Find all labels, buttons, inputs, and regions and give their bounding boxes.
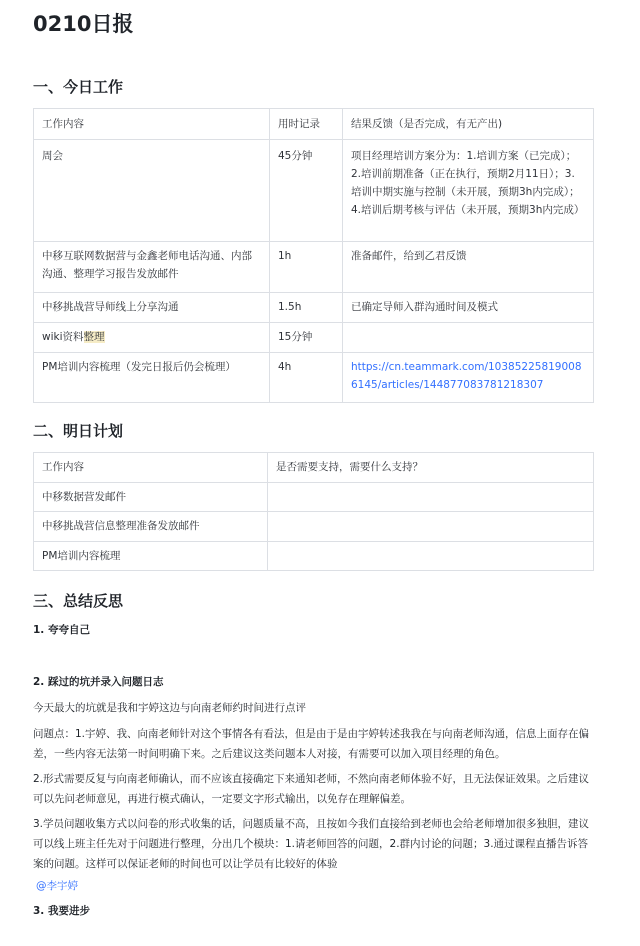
header-cell: 是否需要支持，需要什么支持？ [268,453,594,483]
plan-cell: 中移数据营发邮件 [34,483,268,512]
tomorrow-plan-table [33,452,594,571]
task-cell: PM培训内容梳理（发完日报后仍会梳理） [34,353,270,403]
task-cell: 中移挑战营导师线上分享沟通 [34,293,270,323]
support-cell [268,512,594,542]
article-link[interactable]: https://cn.teammark.com/103852258190086145/articles/144877083781218307 [351,361,582,391]
result-cell [343,353,594,403]
result-cell: 已确定导师入群沟通时间及模式 [343,293,594,323]
reflection-paragraph: 2.形式需要反复与向南老师确认，而不应该直接确定下来通知老师，不然向南老师体验不好，且无法保证效果。之后建议可以先问老师意见，再进行模式确认，一定要文字形式输出，以免存在理解偏差。 [33,773,590,805]
reflection-item-3: 3. 我要进步 [33,905,90,917]
reflection-item-1: 1. 夸夸自己 [33,624,90,636]
table-row [34,353,594,403]
result-cell [343,323,594,353]
task-cell [34,323,270,353]
result-cell: 项目经理培训方案分为：1.培训方案（已完成）；2.培训前期准备（正在执行，预期2月11日）；3.培训中期实施与控制（未开展，预期3h内完成）；4.培训后期考核与评估（未开展，预期3h内完成） [343,140,594,242]
plan-cell: 中移挑战营信息整理准备发放邮件 [34,512,268,542]
task-text: wiki资料 [42,331,84,343]
task-cell: 中移互联网数据营与金鑫老师电话沟通、内部沟通、整理学习报告发放邮件 [34,242,270,293]
highlighted-text: 整理 [83,331,105,343]
reflection-paragraph: 今天最大的坑就是我和宇婷这边与向南老师约时间进行点评 [33,702,306,714]
today-work-table [33,108,594,403]
reflection-item-2: 2. 踩过的坑并录入问题日志 [33,676,164,688]
table-row [34,323,594,353]
time-cell: 4h [270,353,343,403]
reflection-paragraph: 3.学员问题收集方式以问卷的形式收集的话，问题质量不高，且按如今我们直接给到老师也会给老师增加很多独胆，建议可以线上班主任先对于问题进行整理，分出几个模块：1.请老师回答的问题，2.群内讨论的问题；3.通过课程直播告诉答案的问题。这样可以保证老师的时间也可以让学员有比较好的体验 [33,818,590,870]
time-cell: 15分钟 [270,323,343,353]
time-cell: 45分钟 [270,140,343,242]
user-mention[interactable]: @李宇婷 [36,880,78,892]
section-heading-today: 一、今日工作 [33,78,124,96]
table-row [34,483,594,512]
table-row [34,140,594,242]
section-heading-tomorrow: 二、明日计划 [33,422,124,440]
section-heading-reflection: 三、总结反思 [33,592,124,610]
table-header-row [34,453,594,483]
page-title: 0210日报 [33,12,134,36]
result-cell: 准备邮件，给到乙君反馈 [343,242,594,293]
time-cell: 1.5h [270,293,343,323]
table-header-row [34,109,594,140]
header-cell: 用时记录 [270,109,343,140]
task-cell: 周会 [34,140,270,242]
header-cell: 工作内容 [34,109,270,140]
time-cell: 1h [270,242,343,293]
table-row [34,242,594,293]
table-row [34,293,594,323]
support-cell [268,483,594,512]
plan-cell: PM培训内容梳理 [34,542,268,571]
header-cell: 结果反馈（是否完成，有无产出) [343,109,594,140]
header-cell: 工作内容 [34,453,268,483]
table-row [34,512,594,542]
support-cell [268,542,594,571]
table-row [34,542,594,571]
reflection-paragraph: 问题点：1.宇婷、我、向南老师针对这个事情各有看法，但是由于是由宇婷转述我我在与向南老师沟通，信息上面存在偏差，一些内容无法第一时间明确下来。之后建议这类问题本人对接，有需要可以加入项目经理的角色。 [33,728,590,760]
